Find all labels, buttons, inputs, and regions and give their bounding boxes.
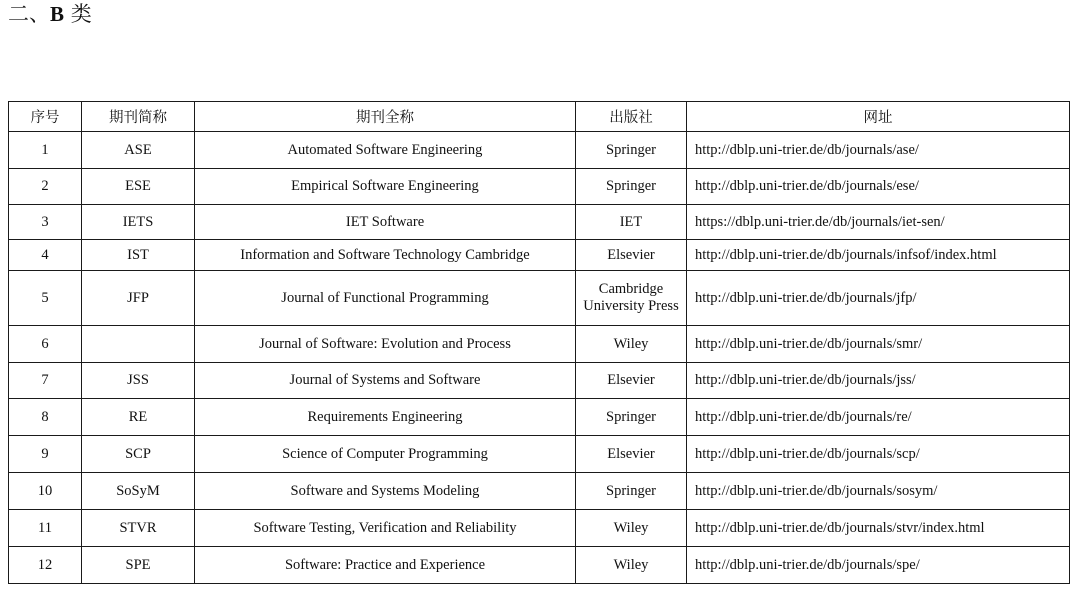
cell-full-name: Empirical Software Engineering (195, 169, 576, 205)
table-row (9, 547, 1070, 584)
cell-url: http://dblp.uni-trier.de/db/journals/ese/ (687, 169, 1070, 205)
section-heading (8, 1, 92, 27)
table-row (9, 169, 1070, 205)
cell-publisher: Springer (576, 473, 687, 510)
table-row (9, 240, 1070, 271)
cell-abbreviation: SCP (82, 436, 195, 473)
table-row (9, 473, 1070, 510)
table-row (9, 363, 1070, 399)
cell-index: 11 (9, 510, 82, 547)
cell-index: 2 (9, 169, 82, 205)
cell-url: http://dblp.uni-trier.de/db/journals/spe/ (687, 547, 1070, 584)
cell-publisher: Wiley (576, 510, 687, 547)
table-body (9, 132, 1070, 584)
header-url: 网址 (687, 102, 1070, 132)
cell-url: http://dblp.uni-trier.de/db/journals/infsof/index.html (687, 240, 1070, 271)
table-header-row (9, 102, 1070, 132)
cell-publisher: Springer (576, 169, 687, 205)
cell-index: 10 (9, 473, 82, 510)
cell-url: http://dblp.uni-trier.de/db/journals/sosym/ (687, 473, 1070, 510)
cell-full-name: Journal of Software: Evolution and Process (195, 326, 576, 363)
cell-index: 4 (9, 240, 82, 271)
cell-full-name: Software Testing, Verification and Reliability (195, 510, 576, 547)
cell-index: 5 (9, 271, 82, 326)
cell-abbreviation: JSS (82, 363, 195, 399)
cell-full-name: IET Software (195, 205, 576, 240)
cell-full-name: Software: Practice and Experience (195, 547, 576, 584)
cell-full-name: Journal of Functional Programming (195, 271, 576, 326)
cell-url: http://dblp.uni-trier.de/db/journals/re/ (687, 399, 1070, 436)
cell-index: 12 (9, 547, 82, 584)
cell-publisher: Elsevier (576, 240, 687, 271)
cell-index: 1 (9, 132, 82, 169)
cell-publisher: Wiley (576, 326, 687, 363)
cell-abbreviation: RE (82, 399, 195, 436)
heading-suffix: 类 (64, 2, 92, 26)
cell-abbreviation: ESE (82, 169, 195, 205)
heading-prefix: 二、 (8, 2, 50, 26)
table-row (9, 436, 1070, 473)
table-row (9, 399, 1070, 436)
cell-abbreviation: SoSyM (82, 473, 195, 510)
cell-url: http://dblp.uni-trier.de/db/journals/scp/ (687, 436, 1070, 473)
cell-url: http://dblp.uni-trier.de/db/journals/jfp/ (687, 271, 1070, 326)
table-row (9, 326, 1070, 363)
cell-index: 7 (9, 363, 82, 399)
cell-index: 6 (9, 326, 82, 363)
cell-abbreviation: STVR (82, 510, 195, 547)
cell-abbreviation: IETS (82, 205, 195, 240)
cell-url: http://dblp.uni-trier.de/db/journals/jss/ (687, 363, 1070, 399)
cell-full-name: Science of Computer Programming (195, 436, 576, 473)
journal-table (8, 101, 1070, 584)
cell-full-name: Information and Software Technology Cambridge (195, 240, 576, 271)
cell-publisher: Wiley (576, 547, 687, 584)
cell-abbreviation: SPE (82, 547, 195, 584)
cell-url: http://dblp.uni-trier.de/db/journals/stvr/index.html (687, 510, 1070, 547)
cell-url: https://dblp.uni-trier.de/db/journals/iet-sen/ (687, 205, 1070, 240)
table-row (9, 205, 1070, 240)
cell-index: 3 (9, 205, 82, 240)
cell-index: 9 (9, 436, 82, 473)
cell-publisher: Elsevier (576, 436, 687, 473)
table-row (9, 510, 1070, 547)
cell-full-name: Requirements Engineering (195, 399, 576, 436)
table-row (9, 271, 1070, 326)
header-full-name: 期刊全称 (195, 102, 576, 132)
cell-publisher: Springer (576, 132, 687, 169)
cell-index: 8 (9, 399, 82, 436)
cell-publisher: Cambridge University Press (576, 271, 687, 326)
cell-publisher: Elsevier (576, 363, 687, 399)
cell-url: http://dblp.uni-trier.de/db/journals/smr/ (687, 326, 1070, 363)
cell-abbreviation: JFP (82, 271, 195, 326)
heading-category-letter: B (50, 2, 65, 26)
cell-abbreviation: ASE (82, 132, 195, 169)
cell-url: http://dblp.uni-trier.de/db/journals/ase/ (687, 132, 1070, 169)
cell-publisher: Springer (576, 399, 687, 436)
cell-abbreviation: IST (82, 240, 195, 271)
header-abbreviation: 期刊简称 (82, 102, 195, 132)
cell-full-name: Automated Software Engineering (195, 132, 576, 169)
header-publisher: 出版社 (576, 102, 687, 132)
cell-publisher: IET (576, 205, 687, 240)
cell-abbreviation (82, 326, 195, 363)
cell-full-name: Software and Systems Modeling (195, 473, 576, 510)
table-row (9, 132, 1070, 169)
cell-full-name: Journal of Systems and Software (195, 363, 576, 399)
header-index: 序号 (9, 102, 82, 132)
